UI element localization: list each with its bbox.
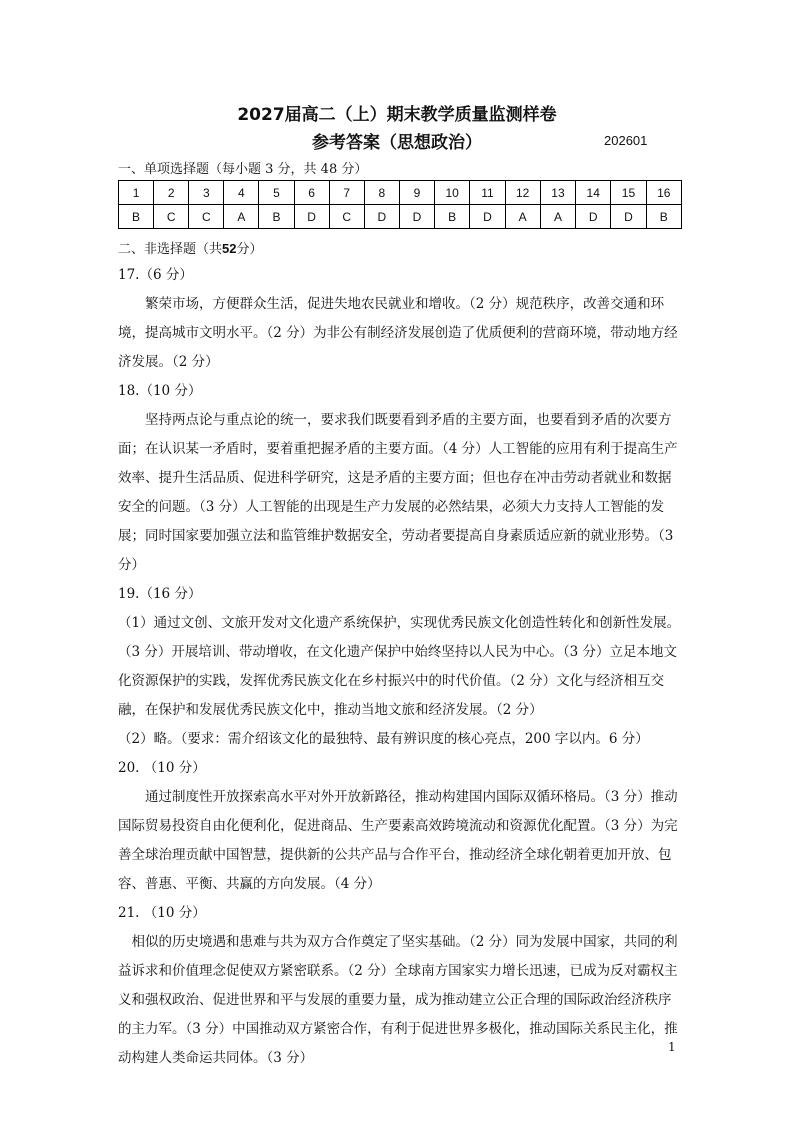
section2-heading [118, 238, 263, 257]
answer-cell: B [646, 205, 681, 229]
answer-cell: B [259, 205, 294, 229]
section2-points: 52 [222, 241, 237, 256]
answer-cell: A [224, 205, 259, 229]
section2-heading-prefix: 二、非选择题（共 [118, 242, 223, 257]
question-number-cell: 10 [435, 181, 470, 205]
answer-cell: C [329, 205, 364, 229]
section2-heading-suffix: 分） [236, 242, 263, 257]
answer-cell: C [154, 205, 189, 229]
q18-answer: 坚持两点论与重点论的统一，要求我们既要看到矛盾的主要方面，也要看到矛盾的次要方面；在认识某一矛盾时，要着重把握矛盾的主要方面。（4 分）人工智能的应用有利于提高生产效率、提升生活品质、促进科学研究，这是矛盾的主要方面；但也存在冲击劳动者就业和数据安全的问题。（3 分）人工智能的出现是生产力发展的必然结果，必须大力支持人工智能的发展；同时国家要加强立法和监管维护数据安全，劳动者要提高自身素质适应新的就业形势。（3 分） [118, 412, 678, 573]
answer-cell: C [189, 205, 224, 229]
question-number-cell: 6 [294, 181, 329, 205]
q18-label: 18.（10 分） [118, 383, 202, 399]
question-number-cell: 1 [119, 181, 154, 205]
question-number-cell: 3 [189, 181, 224, 205]
q19-part2: （2）略。（要求：需介绍该文化的最独特、最有辨识度的核心亮点，200 字以内。6 分） [118, 731, 649, 747]
exam-code: 202601 [604, 133, 648, 148]
question-number-cell: 13 [540, 181, 575, 205]
q20-answer: 通过制度性开放探索高水平对外开放新路径，推动构建国内国际双循环格局。（3 分）推动国际贸易投资自由化便利化，促进商品、生产要素高效跨境流动和资源优化配置。（3 分）为完善全球治理贡献中国智慧，提供新的公共产品与合作平台，推动经济全球化朝着更加开放、包容、普惠、平衡、共赢的方向发展。（4 分） [118, 789, 678, 892]
answer-cell: B [435, 205, 470, 229]
question-number-cell: 2 [154, 181, 189, 205]
page-title: 2027届高二（上）期末教学质量监测样卷 [237, 105, 557, 125]
answer-cell: D [399, 205, 434, 229]
page-subtitle: 参考答案（思想政治） [312, 133, 482, 153]
answer-cell: D [364, 205, 399, 229]
question-number-cell: 11 [470, 181, 505, 205]
answer-cell: D [576, 205, 611, 229]
question-number-cell: 7 [329, 181, 364, 205]
q19-part1: （1）通过文创、文旅开发对文化遗产系统保护，实现优秀民族文化创造性转化和创新性发展。（3 分）开展培训、带动增收，在文化遗产保护中始终坚持以人民为中心。（3 分）立足本地文化资源保护的实践，发挥优秀民族文化在乡村振兴中的时代价值。（2 分）文化与经济相互交融，在保护和发展优秀民族文化中，推动当地文旅和经济发展。（2 分） [118, 615, 681, 718]
answer-cell: D [611, 205, 646, 229]
question-number-cell: 5 [259, 181, 294, 205]
question-number-cell: 9 [399, 181, 434, 205]
question-number-cell: 15 [611, 181, 646, 205]
question-number-cell: 4 [224, 181, 259, 205]
question-number-cell: 12 [505, 181, 540, 205]
section1-heading: 一、单项选择题（每小题 3 分，共 48 分） [118, 162, 368, 177]
answer-cell: A [540, 205, 575, 229]
answer-table [118, 180, 682, 229]
answer-cell: D [294, 205, 329, 229]
question-number-cell: 16 [646, 181, 681, 205]
answer-body [118, 261, 684, 1073]
q21-label: 21. （10 分） [118, 905, 206, 921]
answer-cell: D [470, 205, 505, 229]
question-number-row [119, 181, 682, 205]
q17-answer: 繁荣市场，方便群众生活，促进失地农民就业和增收。（2 分）规范秩序，改善交通和环境，提高城市文明水平。（2 分）为非公有制经济发展创造了优质便利的营商环境，带动地方经济发展。（2 分） [118, 296, 678, 370]
q19-label: 19.（16 分） [118, 586, 202, 602]
answer-cell: A [505, 205, 540, 229]
question-number-cell: 8 [364, 181, 399, 205]
question-number-cell: 14 [576, 181, 611, 205]
answer-row [119, 205, 682, 229]
q21-answer: 相似的历史境遇和患难与共为双方合作奠定了坚实基础。（2 分）同为发展中国家，共同的利益诉求和价值理念促使双方紧密联系。（2 分）全球南方国家实力增长迅速，已成为反对霸权主义和强权政治、促进世界和平与发展的重要力量，成为推动建立公正合理的国际政治经济秩序的主力军。（3 分）中国推动双方紧密合作，有利于促进世界多极化，推动国际关系民主化，推动构建人类命运共同体。（3 分） [118, 934, 678, 1066]
q17-label: 17.（6 分） [118, 267, 193, 283]
page-number: 1 [668, 1040, 676, 1054]
q20-label: 20. （10 分） [118, 760, 206, 776]
answer-cell: B [119, 205, 154, 229]
